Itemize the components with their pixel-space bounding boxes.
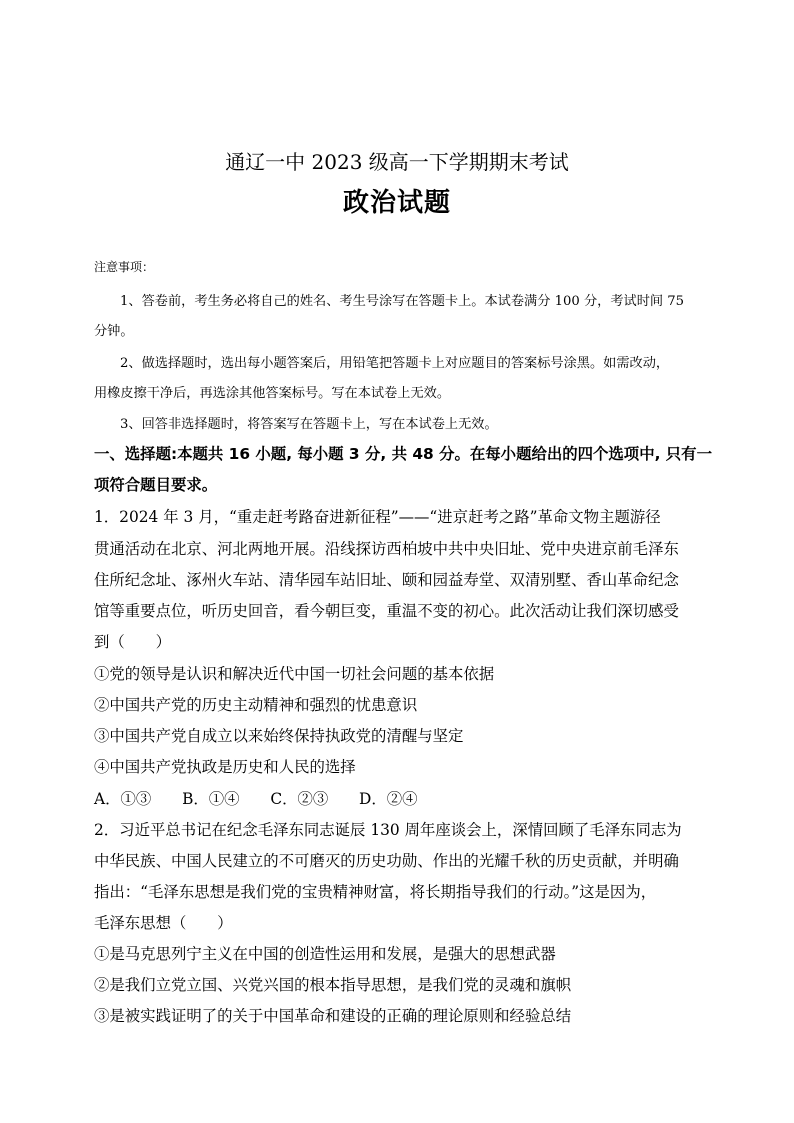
- notice-heading: 注意事项：: [94, 260, 155, 274]
- question-1-stem-line: 到（ ）: [94, 633, 171, 651]
- question-1-stem-line: 住所纪念址、涿州火车站、清华园车站旧址、颐和园益寿堂、双清别墅、香山革命纪念: [94, 571, 679, 589]
- notice-item-2-line-1: 2、做选择题时，选出每小题答案后，用铅笔把答题卡上对应题目的答案标号涂黑。如需改动，: [120, 356, 670, 371]
- question-2-stem-line: 中华民族、中国人民建立的不可磨灭的历史功勋、作出的光耀千秋的历史贡献，并明确: [94, 852, 679, 870]
- question-2-stem-line: 2．习近平总书记在纪念毛泽东同志诞辰 130 周年座谈会上，深情回顾了毛泽东同志为: [94, 821, 682, 839]
- question-1-stem-line: 1．2024 年 3 月，“重走赶考路奋进新征程”——“进京赶考之路”革命文物主题游径: [94, 508, 661, 526]
- notice-item-3: 3、回答非选择题时，将答案写在答题卡上，写在本试卷上无效。: [120, 417, 498, 432]
- section-heading-line-2: 项符合题目要求。: [94, 476, 218, 494]
- question-1-option: ③中国共产党自成立以来始终保持执政党的清醒与坚定: [94, 727, 464, 745]
- question-2-stem-line: 指出：“毛泽东思想是我们党的宝贵精神财富，将长期指导我们的行动。”这是因为，: [94, 883, 657, 901]
- question-1-option: ②中国共产党的历史主动精神和强烈的忧患意识: [94, 696, 418, 714]
- exam-title: 通辽一中 2023 级高一下学期期末考试: [225, 150, 569, 174]
- notice-item-1-line-1: 1、答卷前，考生务必将自己的姓名、考生号涂写在答题卡上。本试卷满分 100 分，考试时间 75: [120, 294, 685, 309]
- question-1-stem-line: 贯通活动在北京、河北两地开展。沿线探访西柏坡中共中央旧址、党中央进京前毛泽东: [94, 540, 679, 558]
- question-2-option: ②是我们立党立国、兴党兴国的根本指导思想，是我们党的灵魂和旗帜: [94, 976, 572, 994]
- question-1-option: ④中国共产党执政是历史和人民的选择: [94, 758, 356, 776]
- question-2-option: ③是被实践证明了的关于中国革命和建设的正确的理论原则和经验总结: [94, 1007, 572, 1025]
- question-2-option: ①是马克思列宁主义在中国的创造性运用和发展，是强大的思想武器: [94, 945, 556, 963]
- notice-item-1-line-2: 分钟。: [94, 324, 134, 339]
- question-1-answer-choices: A．①③ B．①④ C．②③ D．②④: [94, 790, 418, 808]
- section-heading-line-1: 一、选择题:本题共 16 小题, 每小题 3 分, 共 48 分。在每小题给出的四个选项中, 只有一: [94, 445, 712, 463]
- subject-title: 政治试题: [342, 188, 451, 218]
- notice-item-2-line-2: 用橡皮擦干净后，再选涂其他答案标号。写在本试卷上无效。: [94, 386, 451, 401]
- question-2-stem-line: 毛泽东思想（ ）: [94, 914, 233, 932]
- question-1-stem-line: 馆等重要点位，听历史回音，看今朝巨变，重温不变的初心。此次活动让我们深切感受: [94, 602, 679, 620]
- question-1-option: ①党的领导是认识和解决近代中国一切社会问题的基本依据: [94, 665, 495, 683]
